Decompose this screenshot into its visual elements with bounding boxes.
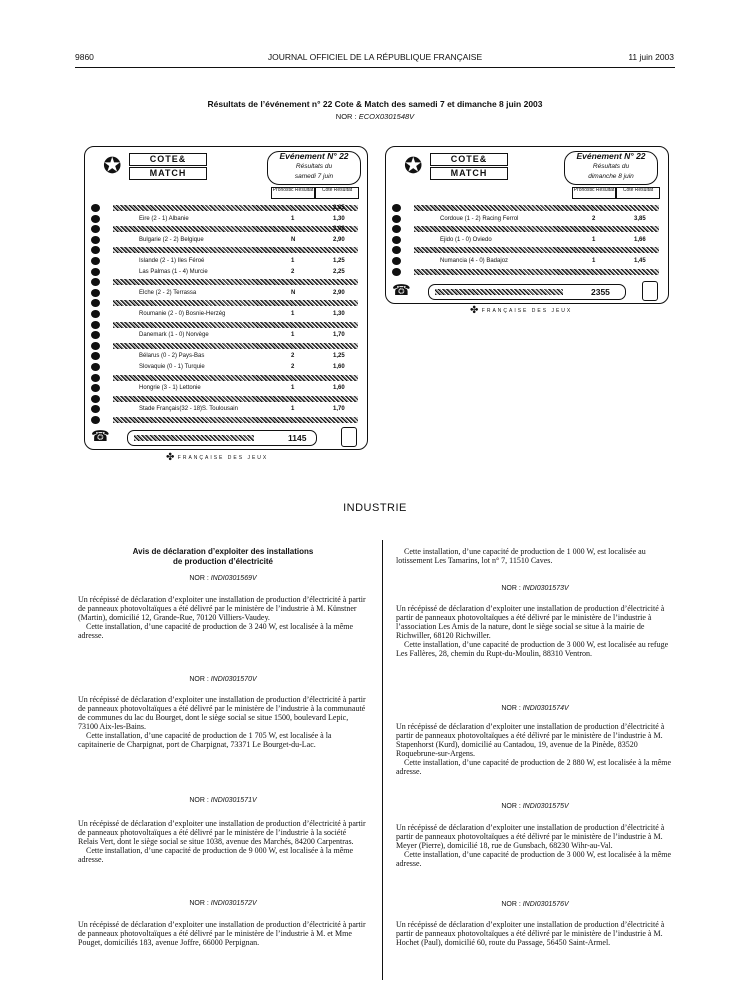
row-number-icon bbox=[91, 289, 100, 297]
row-number-icon bbox=[392, 246, 401, 254]
prono-value: 1 bbox=[592, 258, 596, 264]
row-number-icon bbox=[392, 225, 401, 233]
col-cote-header: Cote Resultat bbox=[315, 187, 359, 199]
cote-value: 3,85 bbox=[634, 215, 646, 222]
results-nor: NOR : ECOX0301548V bbox=[335, 112, 415, 121]
match-text: Eire (2 - 1) Albanie bbox=[139, 215, 189, 222]
star-icon: ✪ bbox=[103, 153, 122, 178]
match-text: Islande (2 - 1) Iles Féroé bbox=[139, 258, 205, 264]
row-number-icon bbox=[91, 384, 100, 392]
notice-text: Un récépissé de déclaration d’exploiter une installation de production d’électricité à partir de panneaux photovoltaïques a été délivré par le ministère de l’industrie à M. et Mme Pouget, domiciliés 183, avenue Joffre, 66000 Perpignan. bbox=[78, 920, 366, 947]
row-number-icon bbox=[91, 310, 100, 318]
redacted-row bbox=[113, 205, 358, 211]
match-text: Slovaquie (0 - 1) Turquie bbox=[139, 364, 205, 370]
cote-value: 1,25 bbox=[333, 353, 345, 360]
page-header bbox=[0, 52, 750, 66]
row-number-icon bbox=[91, 331, 100, 339]
cote-value: 1,30 bbox=[333, 311, 345, 317]
fdj-logo: ✤ FRANÇAISE DES JEUX bbox=[470, 305, 573, 316]
cote-value: 1,60 bbox=[333, 364, 345, 370]
notice-text: Un récépissé de déclaration d’exploiter une installation de production d’électricité à partir de panneaux photovoltaïques a été délivré par le ministère de l’industrie à la communauté de communes du lac du Bourget, dont le siège social se situe 1500, boulevard Lepic, 73100 Aix-les-Bains. Cette installation, d’une capacité de production de 1 705 W, est localisée à la capitainerie de Charpignat, port de Charpignat, 73371 Le Bourget-du-Lac. bbox=[78, 695, 366, 749]
minitel-icon bbox=[642, 281, 658, 301]
redacted-row bbox=[414, 226, 659, 232]
cote-value: 3,00 bbox=[333, 226, 345, 233]
result-row bbox=[91, 394, 361, 404]
card-footer bbox=[91, 429, 361, 445]
fdj-logo: ✤ FRANÇAISE DES JEUX bbox=[166, 452, 269, 463]
row-number-icon bbox=[392, 268, 401, 276]
row-number-icon bbox=[392, 236, 401, 244]
row-number-icon bbox=[91, 236, 100, 244]
row-number-icon bbox=[91, 363, 100, 371]
redacted-row bbox=[113, 375, 358, 381]
event-box: Evénement N° 22 Résultats du dimanche 8 juin bbox=[564, 151, 658, 185]
result-row bbox=[91, 256, 361, 266]
cote-value: 2,25 bbox=[333, 268, 345, 275]
section-title: INDUSTRIE bbox=[343, 502, 407, 514]
prono-value: 2 bbox=[291, 353, 295, 360]
match-text: Stade Français(32 - 18)S. Toulousain bbox=[139, 406, 238, 413]
code-pill bbox=[428, 284, 626, 300]
result-row bbox=[91, 235, 361, 245]
redacted-row bbox=[113, 247, 358, 253]
row-number-icon bbox=[392, 215, 401, 223]
col-prono-header: Pronostic Resultat bbox=[271, 187, 315, 199]
result-row bbox=[91, 320, 361, 330]
prono-value: 1 bbox=[291, 215, 295, 222]
minitel-icon bbox=[341, 427, 357, 447]
event-code: 1145 bbox=[288, 433, 307, 443]
row-number-icon bbox=[91, 299, 100, 307]
clover-icon: ✤ bbox=[166, 452, 175, 463]
prono-value: 2 bbox=[592, 215, 596, 222]
row-number-icon bbox=[91, 395, 100, 403]
nor-ref: NOR : INDI0301570V bbox=[189, 676, 257, 683]
journal-title: JOURNAL OFFICIEL DE LA RÉPUBLIQUE FRANÇAISE bbox=[267, 52, 483, 62]
col-prono-header: Pronostic Resultat bbox=[572, 187, 616, 199]
row-number-icon bbox=[91, 246, 100, 254]
cote-value: 1,45 bbox=[634, 258, 646, 264]
row-number-icon bbox=[91, 278, 100, 286]
result-row bbox=[392, 245, 662, 255]
notice-text: Un récépissé de déclaration d’exploiter une installation de production d’électricité à partir de panneaux photovoltaïques a été délivré par le ministère de l’industrie à l’association Les Amis de la nature, dont le siège social se situe à la mairie de Richwiller, 68120 Richwiller. Cette installation, d’une capacité de production de 3 000 W, est localisée au refuge Les Fallères, 28, chemin du Rupt-du-Moulin, 88310 Ventron. bbox=[396, 604, 669, 658]
result-row bbox=[392, 203, 662, 213]
cote-value: 1,66 bbox=[634, 236, 646, 243]
event-code: 2355 bbox=[591, 287, 610, 297]
result-row bbox=[392, 224, 662, 234]
notice-text: Un récépissé de déclaration d’exploiter une installation de production d’électricité à partir de panneaux photovoltaïques a été délivré par le ministère de l’industrie à M. Hochet (Paul), domicilié 60, route du Passage, 56450 Saint-Armel. bbox=[396, 920, 665, 947]
result-row bbox=[91, 341, 361, 351]
result-row bbox=[91, 383, 361, 393]
redacted-row bbox=[414, 205, 659, 211]
redacted-row bbox=[113, 396, 358, 402]
nor-ref: NOR : INDI0301572V bbox=[189, 900, 257, 907]
prono-value: 2 bbox=[291, 364, 295, 370]
redacted-row bbox=[113, 417, 358, 423]
result-row bbox=[91, 330, 361, 340]
cote-value: 1,70 bbox=[333, 332, 345, 339]
match-text: Las Palmas (1 - 4) Murcie bbox=[139, 268, 208, 275]
match-text: Ejido (1 - 0) Oviedo bbox=[440, 236, 492, 243]
row-number-icon bbox=[91, 405, 100, 413]
row-number-icon bbox=[91, 215, 100, 223]
row-number-icon bbox=[392, 257, 401, 265]
cote-match-logo: ✪ COTE& MATCH bbox=[404, 153, 524, 183]
row-number-icon bbox=[91, 352, 100, 360]
nor-ref: NOR : INDI0301573V bbox=[501, 585, 569, 592]
match-text: Roumanie (2 - 0) Bosnie-Herzég bbox=[139, 311, 226, 317]
redacted-row bbox=[414, 247, 659, 253]
result-row bbox=[91, 288, 361, 298]
cote-value: 1,30 bbox=[333, 215, 345, 222]
match-text: Numancia (4 - 0) Badajoz bbox=[440, 258, 509, 264]
results-title: Résultats de l’événement n° 22 Cote & Match des samedi 7 et dimanche 8 juin 2003 bbox=[207, 99, 543, 109]
nor-ref: NOR : INDI0301576V bbox=[501, 901, 569, 908]
prono-value: N bbox=[291, 236, 296, 243]
row-number-icon bbox=[91, 374, 100, 382]
redacted-row bbox=[113, 226, 358, 232]
prono-value: N bbox=[291, 289, 296, 296]
row-number-icon bbox=[91, 342, 100, 350]
cote-value: 2,90 bbox=[333, 289, 345, 296]
cote-match-logo: ✪ COTE& MATCH bbox=[103, 153, 223, 183]
results-card-saturday bbox=[84, 146, 368, 450]
result-row bbox=[392, 256, 662, 266]
prono-value: 1 bbox=[592, 236, 596, 243]
cote-value: 2,90 bbox=[333, 236, 345, 243]
result-row bbox=[91, 277, 361, 287]
result-row bbox=[91, 298, 361, 308]
notice-text: Un récépissé de déclaration d’exploiter une installation de production d’électricité à partir de panneaux photovoltaïques a été délivré par le ministère de l’industrie à M. Künstner (Martin), domicilié 12, Grande-Rue, 70120 Villiers-Vaudey. Cette installation, d’une capacité de production de 3 240 W, est localisée à la même adresse. bbox=[78, 595, 366, 640]
match-text: Bulgarie (2 - 2) Belgique bbox=[139, 236, 204, 243]
result-row bbox=[91, 267, 361, 277]
result-row bbox=[91, 309, 361, 319]
prono-value: 2 bbox=[291, 268, 295, 275]
row-number-icon bbox=[91, 204, 100, 212]
result-row bbox=[91, 351, 361, 361]
notice-text: Un récépissé de déclaration d’exploiter une installation de production d’électricité à partir de panneaux photovoltaïques a été délivré par le ministère de l’industrie à la société Relais Vert, dont le siège social se situe 1038, avenue des Marchés, 84200 Carpentras. Cette installation, d’une capacité de production de 9 000 W, est localisée à la même adresse. bbox=[78, 819, 366, 864]
result-row bbox=[392, 235, 662, 245]
page-number: 9860 bbox=[75, 52, 94, 62]
cote-value: 1,60 bbox=[333, 385, 345, 392]
cote-value: 1,25 bbox=[333, 258, 345, 264]
result-row bbox=[392, 267, 662, 277]
cote-value: 1,70 bbox=[333, 406, 345, 413]
nor-ref: NOR : INDI0301575V bbox=[501, 803, 569, 810]
match-text: Cordoue (1 - 2) Racing Ferrol bbox=[440, 215, 519, 222]
header-rule bbox=[75, 67, 675, 68]
result-row bbox=[91, 404, 361, 414]
redacted-row bbox=[113, 343, 358, 349]
row-number-icon bbox=[91, 321, 100, 329]
prono-value: 1 bbox=[291, 385, 295, 392]
prono-value: 1 bbox=[291, 406, 295, 413]
result-row bbox=[91, 245, 361, 255]
result-row bbox=[91, 224, 361, 234]
prono-value: 1 bbox=[291, 258, 295, 264]
issue-date: 11 juin 2003 bbox=[628, 52, 674, 62]
col-cote-header: Cote Resultat bbox=[616, 187, 660, 199]
row-number-icon bbox=[91, 225, 100, 233]
redacted-row bbox=[113, 300, 358, 306]
clover-icon: ✤ bbox=[470, 305, 479, 316]
result-row bbox=[91, 415, 361, 425]
phone-icon: ☎ bbox=[91, 428, 110, 445]
notice-text: Un récépissé de déclaration d’exploiter une installation de production d’électricité à partir de panneaux photovoltaïques a été délivré par le ministère de l’industrie à M. Meyer (Pierre), domicilié 18, rue de Gunsbach, 68230 Wihr-au-Val. Cette installation, d’une capacité de production de 3 000 W, est localisée à la même adresse. bbox=[396, 823, 672, 868]
nor-ref: NOR : INDI0301571V bbox=[189, 797, 257, 804]
nor-ref: NOR : INDI0301574V bbox=[501, 705, 569, 712]
phone-icon: ☎ bbox=[392, 282, 411, 299]
match-text: Bélarus (0 - 2) Pays-Bas bbox=[139, 353, 205, 360]
row-number-icon bbox=[91, 268, 100, 276]
event-box: Evénement N° 22 Résultats du samedi 7 juin bbox=[267, 151, 361, 185]
notice-heading: Avis de déclaration d’exploiter des installations de production d’électricité bbox=[132, 547, 314, 566]
cote-value: 2,85 bbox=[333, 205, 345, 211]
notice-text: Un récépissé de déclaration d’exploiter une installation de production d’électricité à partir de panneaux photovoltaïques a été délivré par le ministère de l’industrie à M. Stapenhorst (Kurd), domicilié au Cantadou, 19, avenue de la Pinède, 83520 Roquebrune-sur-Argens. Cette installation, d’une capacité de production de 2 880 W, est localisée à la même adresse. bbox=[396, 722, 672, 776]
star-icon: ✪ bbox=[404, 153, 423, 178]
notice-text: Cette installation, d’une capacité de production de 1 000 W, est localisée au lotissement Les Tamarins, lot n° 7, 11510 Caves. bbox=[396, 547, 646, 565]
results-card-sunday bbox=[385, 146, 669, 304]
code-pill bbox=[127, 430, 317, 446]
column-divider bbox=[382, 540, 383, 980]
redacted-row bbox=[113, 279, 358, 285]
result-row bbox=[91, 373, 361, 383]
row-number-icon bbox=[91, 416, 100, 424]
result-row bbox=[91, 203, 361, 213]
row-number-icon bbox=[91, 257, 100, 265]
result-row bbox=[91, 362, 361, 372]
nor-ref: NOR : INDI0301569V bbox=[189, 575, 257, 582]
row-number-icon bbox=[392, 204, 401, 212]
card-footer bbox=[392, 283, 662, 299]
match-text: Danemark (1 - 0) Norvège bbox=[139, 332, 209, 339]
prono-value: 1 bbox=[291, 311, 295, 317]
redacted-row bbox=[113, 322, 358, 328]
result-row bbox=[392, 214, 662, 224]
prono-value: 1 bbox=[291, 332, 295, 339]
match-text: Hongrie (3 - 1) Lettonie bbox=[139, 385, 201, 392]
result-row bbox=[91, 214, 361, 224]
match-text: Elche (2 - 2) Terrassa bbox=[139, 289, 197, 296]
redacted-row bbox=[414, 269, 659, 275]
